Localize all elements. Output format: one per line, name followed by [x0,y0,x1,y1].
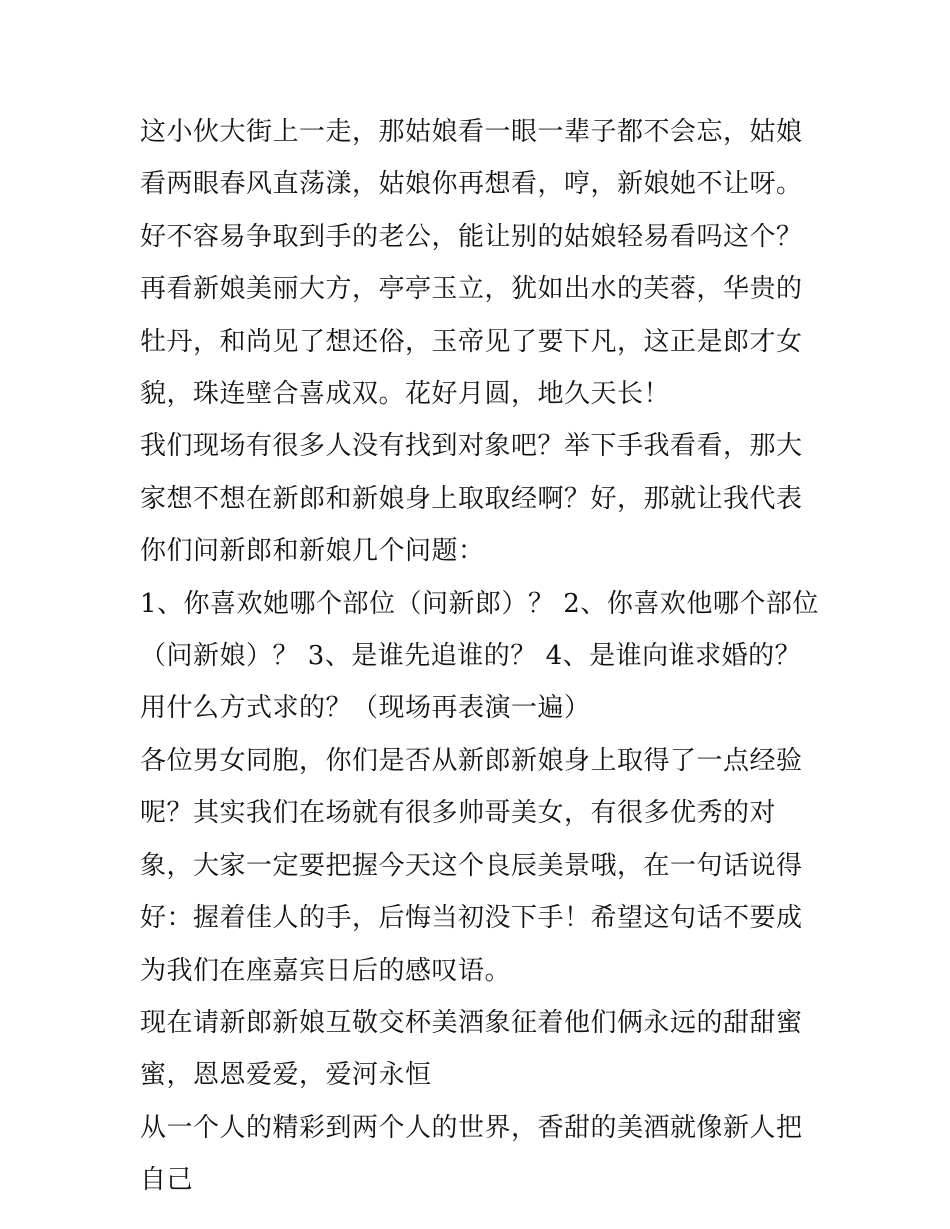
paragraph-audience-question: 我们现场有很多人没有找到对象吧？举下手我看看，那大家想不想在新郎和新娘身上取取经啊？好，那就让我代表你们问新郎和新娘几个问题： [140,431,803,567]
document-body [140,106,820,1207]
paragraph-questions-list: 1、你喜欢她哪个部位（问新郎）？ 2、你喜欢他哪个部位（问新娘）？ 3、是谁先追谁的？ 4、是谁向谁求婚的？用什么方式求的？（现场再表演一遍） [140,588,819,724]
paragraph-toast: 现在请新郎新娘互敬交杯美酒象征着他们俩永远的甜甜蜜蜜，恩恩爱爱，爱河永恒 [140,1007,803,1091]
paragraph-wine-metaphor: 从一个人的精彩到两个人的世界，香甜的美酒就像新人把自己 [140,1112,803,1196]
paragraph-advice: 各位男女同胞，你们是否从新郎新娘身上取得了一点经验呢？其实我们在场就有很多帅哥美女，有很多优秀的对象，大家一定要把握今天这个良辰美景哦，在一句话说得好：握着佳人的手，后悔当初没下手！希望这句话不要成为我们在座嘉宾日后的感叹语。 [140,745,803,986]
paragraph-groom-praise: 这小伙大街上一走，那姑娘看一眼一辈子都不会忘，姑娘看两眼春风直荡漾，姑娘你再想看，哼，新娘她不让呀。好不容易争取到手的老公，能让别的姑娘轻易看吗这个？再看新娘美丽大方，亭亭玉立，犹如出水的芙蓉，华贵的牡丹，和尚见了想还俗，玉帝见了要下凡，这正是郎才女貌，珠连壁合喜成双。花好月圆，地久天长！ [140,117,803,410]
